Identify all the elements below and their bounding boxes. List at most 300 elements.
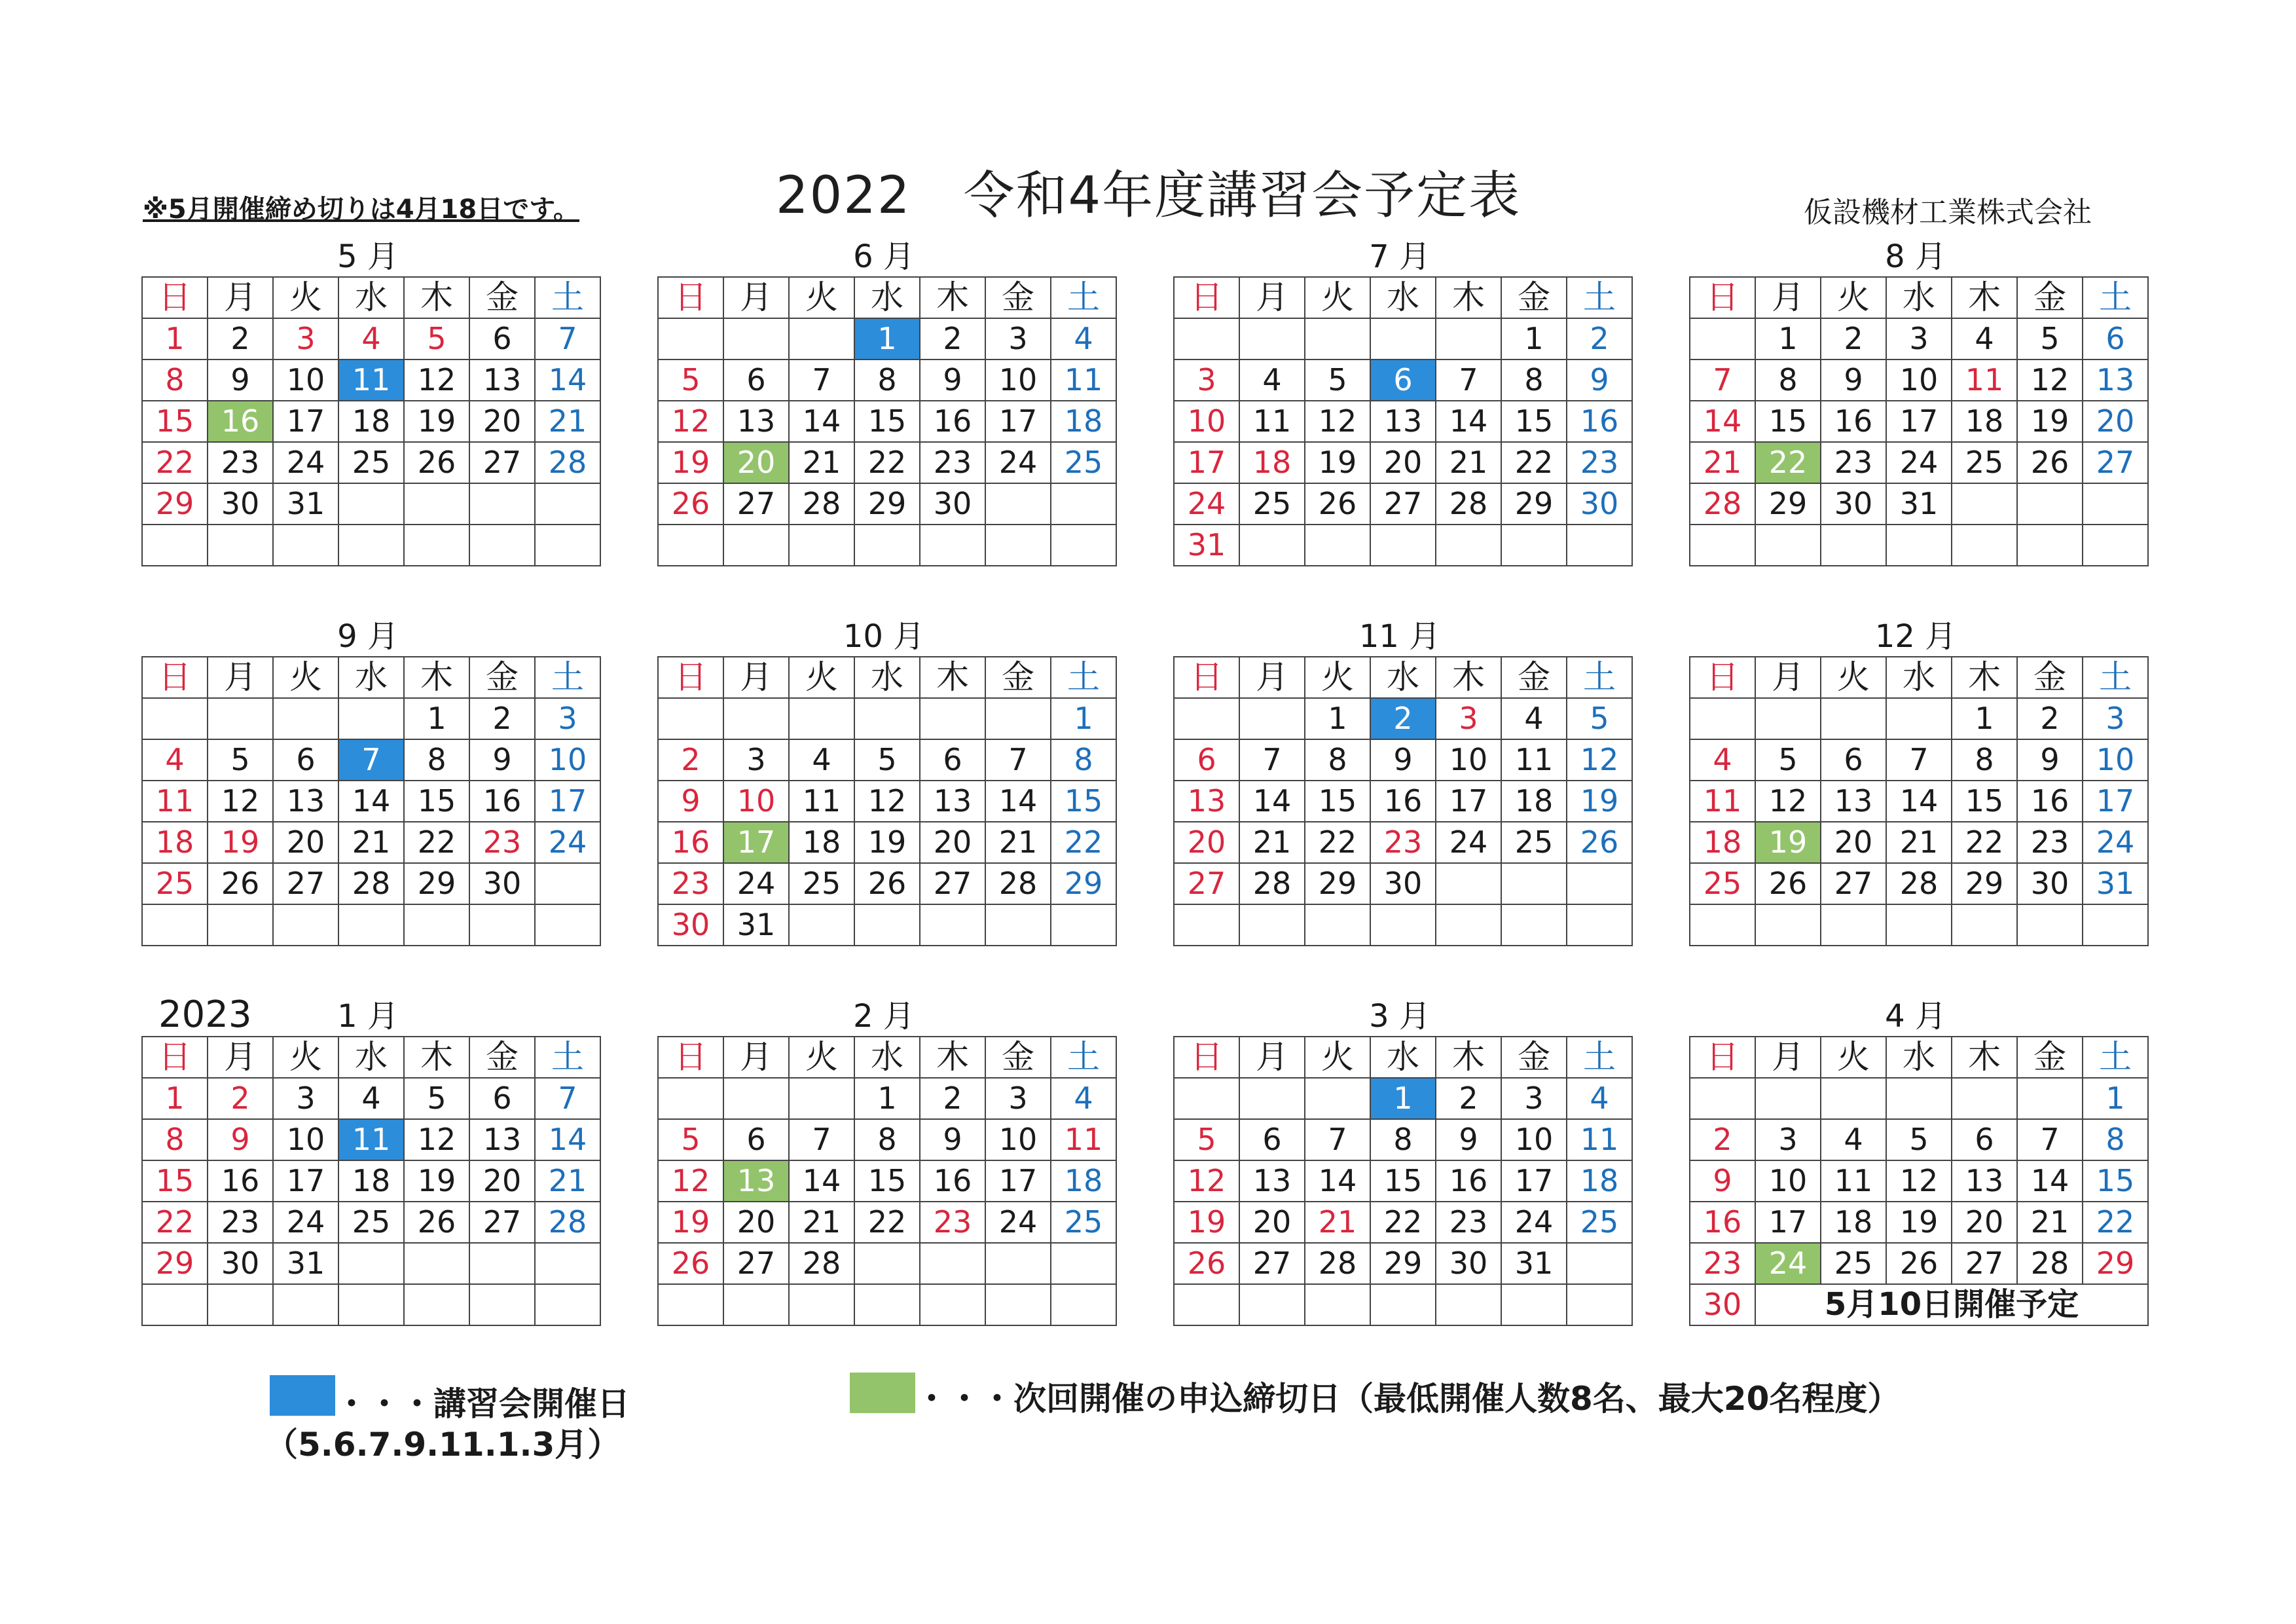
empty-cell <box>1886 698 1952 739</box>
session-day-cell: 11 <box>338 360 404 401</box>
day-cell: 20 <box>1174 822 1239 863</box>
week-row <box>1174 483 1632 525</box>
day-cell: 23 <box>658 863 723 904</box>
weekday-header: 水 <box>338 277 404 318</box>
day-cell: 18 <box>1051 401 1116 442</box>
weekday-header: 土 <box>2083 657 2148 698</box>
day-cell: 20 <box>1821 822 1886 863</box>
day-cell: 30 <box>1821 483 1886 525</box>
empty-cell <box>920 525 985 566</box>
day-cell: 18 <box>789 822 854 863</box>
day-cell: 23 <box>208 442 273 483</box>
empty-cell <box>658 1078 723 1119</box>
day-cell: 2 <box>469 698 535 739</box>
month-title: 12 月 <box>1874 618 1957 655</box>
deadline-legend-swatch <box>850 1373 915 1413</box>
day-cell: 2 <box>208 1078 273 1119</box>
week-row <box>142 1284 600 1325</box>
day-cell: 4 <box>1567 1078 1632 1119</box>
session-day-cell: 6 <box>1370 360 1436 401</box>
weekday-header: 月 <box>1755 1037 1821 1078</box>
weekday-header: 木 <box>1952 277 2017 318</box>
day-cell: 2 <box>920 318 985 360</box>
day-cell: 17 <box>1436 781 1501 822</box>
day-cell: 27 <box>920 863 985 904</box>
week-row <box>1690 1284 2148 1325</box>
day-cell: 23 <box>920 1202 985 1243</box>
day-cell: 13 <box>2083 360 2148 401</box>
day-cell: 17 <box>985 401 1051 442</box>
empty-cell <box>1436 1284 1501 1325</box>
empty-cell <box>1690 1078 1755 1119</box>
empty-cell <box>1886 1078 1952 1119</box>
day-cell: 18 <box>338 1160 404 1202</box>
day-cell: 22 <box>1305 822 1370 863</box>
day-cell: 27 <box>1821 863 1886 904</box>
empty-cell <box>208 1284 273 1325</box>
day-cell: 7 <box>2017 1119 2083 1160</box>
day-cell: 19 <box>854 822 920 863</box>
day-cell: 6 <box>1952 1119 2017 1160</box>
day-cell: 10 <box>985 1119 1051 1160</box>
empty-cell <box>1305 525 1370 566</box>
day-cell: 30 <box>1567 483 1632 525</box>
empty-cell <box>208 904 273 946</box>
weekday-header: 月 <box>723 1037 789 1078</box>
week-row <box>1690 442 2148 483</box>
week-row <box>658 401 1116 442</box>
day-cell: 1 <box>854 1078 920 1119</box>
week-row <box>142 1119 600 1160</box>
empty-cell <box>789 1078 854 1119</box>
day-cell: 20 <box>1952 1202 2017 1243</box>
weekday-header: 火 <box>1305 1037 1370 1078</box>
day-cell: 31 <box>723 904 789 946</box>
day-cell: 2 <box>208 318 273 360</box>
weekday-header: 水 <box>1886 1037 1952 1078</box>
week-row <box>658 863 1116 904</box>
week-row <box>1174 525 1632 566</box>
empty-cell <box>1436 904 1501 946</box>
day-cell: 1 <box>1051 698 1116 739</box>
empty-cell <box>920 1284 985 1325</box>
empty-cell <box>1436 863 1501 904</box>
empty-cell <box>1886 904 1952 946</box>
day-cell: 31 <box>1174 525 1239 566</box>
day-cell: 6 <box>1239 1119 1305 1160</box>
empty-cell <box>1690 904 1755 946</box>
day-cell: 25 <box>1501 822 1567 863</box>
month-title: 8 月 <box>1885 238 1946 275</box>
day-cell: 11 <box>1952 360 2017 401</box>
week-row <box>142 1243 600 1284</box>
day-cell: 16 <box>658 822 723 863</box>
empty-cell <box>2017 483 2083 525</box>
day-cell: 31 <box>1886 483 1952 525</box>
day-cell: 14 <box>789 401 854 442</box>
empty-cell <box>1305 1078 1370 1119</box>
day-cell: 17 <box>1174 442 1239 483</box>
month-title: 11 月 <box>1358 618 1441 655</box>
weekday-header-row <box>1174 657 1632 698</box>
day-cell: 5 <box>404 318 469 360</box>
empty-cell <box>789 904 854 946</box>
day-cell: 26 <box>2017 442 2083 483</box>
empty-cell <box>142 525 208 566</box>
weekday-header-row <box>1690 277 2148 318</box>
calendar-table <box>1173 1036 1633 1326</box>
day-cell: 15 <box>1755 401 1821 442</box>
day-cell: 16 <box>208 1160 273 1202</box>
day-cell: 19 <box>404 401 469 442</box>
weekday-header: 土 <box>1567 1037 1632 1078</box>
empty-cell <box>338 525 404 566</box>
weekday-header: 水 <box>1886 657 1952 698</box>
day-cell: 10 <box>723 781 789 822</box>
day-cell: 17 <box>273 1160 338 1202</box>
day-cell: 9 <box>208 1119 273 1160</box>
empty-cell <box>1370 318 1436 360</box>
empty-cell <box>1436 525 1501 566</box>
day-cell: 30 <box>1690 1284 1755 1325</box>
day-cell: 13 <box>1370 401 1436 442</box>
empty-cell <box>658 698 723 739</box>
day-cell: 8 <box>1755 360 1821 401</box>
week-row <box>142 360 600 401</box>
calendar-table <box>141 656 601 946</box>
day-cell: 29 <box>142 483 208 525</box>
day-cell: 10 <box>1501 1119 1567 1160</box>
weekday-header: 水 <box>1370 277 1436 318</box>
empty-cell <box>854 1243 920 1284</box>
month-title: 3 月 <box>1369 998 1430 1035</box>
day-cell: 11 <box>142 781 208 822</box>
month-title: 9 月 <box>337 618 399 655</box>
week-row <box>1174 739 1632 781</box>
weekday-header-row <box>142 1037 600 1078</box>
day-cell: 31 <box>2083 863 2148 904</box>
empty-cell <box>1952 904 2017 946</box>
day-cell: 26 <box>404 442 469 483</box>
empty-cell <box>1239 904 1305 946</box>
day-cell: 22 <box>142 1202 208 1243</box>
day-cell: 28 <box>789 1243 854 1284</box>
week-row <box>658 822 1116 863</box>
week-row <box>658 1243 1116 1284</box>
day-cell: 6 <box>2083 318 2148 360</box>
empty-cell <box>854 904 920 946</box>
day-cell: 11 <box>789 781 854 822</box>
weekday-header: 木 <box>404 1037 469 1078</box>
empty-cell <box>338 698 404 739</box>
day-cell: 30 <box>469 863 535 904</box>
empty-cell <box>273 1284 338 1325</box>
empty-cell <box>1174 1078 1239 1119</box>
day-cell: 30 <box>2017 863 2083 904</box>
day-cell: 14 <box>535 1119 600 1160</box>
calendar-table <box>657 656 1117 946</box>
empty-cell <box>1174 698 1239 739</box>
empty-cell <box>1501 904 1567 946</box>
week-row <box>658 360 1116 401</box>
weekday-header: 金 <box>1501 657 1567 698</box>
calendar-table <box>1689 656 2149 946</box>
week-row <box>1690 822 2148 863</box>
company-name: 仮設機材工業株式会社 <box>1804 196 2092 229</box>
empty-cell <box>1755 1078 1821 1119</box>
empty-cell <box>789 525 854 566</box>
day-cell: 18 <box>1239 442 1305 483</box>
empty-cell <box>920 904 985 946</box>
day-cell: 6 <box>469 1078 535 1119</box>
day-cell: 29 <box>1370 1243 1436 1284</box>
day-cell: 17 <box>273 401 338 442</box>
day-cell: 13 <box>723 401 789 442</box>
week-row <box>1174 401 1632 442</box>
empty-cell <box>1755 904 1821 946</box>
weekday-header: 火 <box>1821 277 1886 318</box>
day-cell: 6 <box>1174 739 1239 781</box>
day-cell: 16 <box>1690 1202 1755 1243</box>
day-cell: 14 <box>1886 781 1952 822</box>
empty-cell <box>723 698 789 739</box>
day-cell: 24 <box>985 442 1051 483</box>
day-cell: 29 <box>404 863 469 904</box>
week-row <box>1690 401 2148 442</box>
day-cell: 19 <box>2017 401 2083 442</box>
empty-cell <box>1690 525 1755 566</box>
day-cell: 14 <box>1436 401 1501 442</box>
month-title: 5 月 <box>337 238 399 275</box>
empty-cell <box>273 698 338 739</box>
weekday-header-row <box>142 657 600 698</box>
day-cell: 27 <box>273 863 338 904</box>
day-cell: 26 <box>1305 483 1370 525</box>
weekday-header: 金 <box>1501 277 1567 318</box>
weekday-header: 水 <box>1886 277 1952 318</box>
day-cell: 3 <box>1501 1078 1567 1119</box>
weekday-header: 土 <box>2083 277 2148 318</box>
empty-cell <box>535 483 600 525</box>
weekday-header: 木 <box>1952 657 2017 698</box>
weekday-header-row <box>1174 1037 1632 1078</box>
month-title: 10 月 <box>843 618 925 655</box>
weekday-header: 木 <box>920 277 985 318</box>
weekday-header-row <box>658 1037 1116 1078</box>
day-cell: 5 <box>854 739 920 781</box>
day-cell: 2 <box>2017 698 2083 739</box>
month-title: 7 月 <box>1369 238 1430 275</box>
weekday-header: 木 <box>1436 657 1501 698</box>
deadline-day-cell: 17 <box>723 822 789 863</box>
empty-cell <box>1755 525 1821 566</box>
weekday-header: 日 <box>1174 1037 1239 1078</box>
day-cell: 9 <box>1567 360 1632 401</box>
day-cell: 6 <box>1821 739 1886 781</box>
weekday-header: 火 <box>1821 657 1886 698</box>
day-cell: 4 <box>789 739 854 781</box>
weekday-header: 月 <box>1755 277 1821 318</box>
empty-cell <box>1567 1284 1632 1325</box>
day-cell: 8 <box>142 1119 208 1160</box>
empty-cell <box>723 1284 789 1325</box>
day-cell: 15 <box>1952 781 2017 822</box>
empty-cell <box>535 904 600 946</box>
day-cell: 21 <box>1305 1202 1370 1243</box>
day-cell: 22 <box>854 1202 920 1243</box>
day-cell: 8 <box>404 739 469 781</box>
week-row <box>658 1160 1116 1202</box>
empty-cell <box>273 904 338 946</box>
weekday-header: 火 <box>789 277 854 318</box>
empty-cell <box>985 483 1051 525</box>
empty-cell <box>338 904 404 946</box>
empty-cell <box>985 904 1051 946</box>
weekday-header: 土 <box>535 657 600 698</box>
weekday-header: 土 <box>535 277 600 318</box>
day-cell: 7 <box>789 360 854 401</box>
day-cell: 2 <box>1690 1119 1755 1160</box>
week-row <box>1174 781 1632 822</box>
day-cell: 25 <box>142 863 208 904</box>
week-row <box>142 483 600 525</box>
weekday-header: 水 <box>854 1037 920 1078</box>
day-cell: 28 <box>1886 863 1952 904</box>
day-cell: 29 <box>854 483 920 525</box>
day-cell: 31 <box>1501 1243 1567 1284</box>
day-cell: 14 <box>1239 781 1305 822</box>
day-cell: 3 <box>1436 698 1501 739</box>
week-row <box>1690 525 2148 566</box>
day-cell: 5 <box>658 1119 723 1160</box>
weekday-header: 火 <box>273 657 338 698</box>
empty-cell <box>1370 525 1436 566</box>
day-cell: 8 <box>1051 739 1116 781</box>
day-cell: 27 <box>469 442 535 483</box>
day-cell: 1 <box>2083 1078 2148 1119</box>
day-cell: 17 <box>535 781 600 822</box>
day-cell: 25 <box>338 442 404 483</box>
day-cell: 24 <box>723 863 789 904</box>
weekday-header: 月 <box>208 657 273 698</box>
day-cell: 15 <box>854 401 920 442</box>
empty-cell <box>789 698 854 739</box>
empty-cell <box>142 698 208 739</box>
empty-cell <box>1370 904 1436 946</box>
empty-cell <box>723 1078 789 1119</box>
week-row <box>1690 739 2148 781</box>
empty-cell <box>404 1284 469 1325</box>
day-cell: 4 <box>1690 739 1755 781</box>
day-cell: 23 <box>1821 442 1886 483</box>
day-cell: 25 <box>1821 1243 1886 1284</box>
day-cell: 14 <box>338 781 404 822</box>
empty-cell <box>920 1243 985 1284</box>
weekday-header: 火 <box>1821 1037 1886 1078</box>
day-cell: 5 <box>2017 318 2083 360</box>
session-day-cell: 1 <box>854 318 920 360</box>
day-cell: 4 <box>1821 1119 1886 1160</box>
session-legend-swatch <box>270 1375 335 1416</box>
week-row <box>142 698 600 739</box>
day-cell: 7 <box>535 318 600 360</box>
day-cell: 16 <box>920 401 985 442</box>
day-cell: 8 <box>1952 739 2017 781</box>
day-cell: 6 <box>723 1119 789 1160</box>
day-cell: 10 <box>1436 739 1501 781</box>
day-cell: 3 <box>273 318 338 360</box>
day-cell: 10 <box>2083 739 2148 781</box>
weekday-header: 日 <box>1690 1037 1755 1078</box>
month-title: 2 月 <box>853 998 915 1035</box>
weekday-header: 月 <box>723 657 789 698</box>
week-row <box>1174 1243 1632 1284</box>
day-cell: 21 <box>985 822 1051 863</box>
week-row <box>142 904 600 946</box>
day-cell: 9 <box>1690 1160 1755 1202</box>
day-cell: 25 <box>1239 483 1305 525</box>
day-cell: 23 <box>1370 822 1436 863</box>
day-cell: 30 <box>658 904 723 946</box>
weekday-header-row <box>658 277 1116 318</box>
day-cell: 29 <box>1305 863 1370 904</box>
day-cell: 3 <box>2083 698 2148 739</box>
day-cell: 26 <box>404 1202 469 1243</box>
weekday-header-row <box>658 657 1116 698</box>
week-row <box>658 1119 1116 1160</box>
empty-cell <box>1239 525 1305 566</box>
day-cell: 24 <box>273 1202 338 1243</box>
day-cell: 7 <box>789 1119 854 1160</box>
empty-cell <box>535 1284 600 1325</box>
day-cell: 20 <box>1370 442 1436 483</box>
day-cell: 4 <box>1051 318 1116 360</box>
day-cell: 10 <box>1755 1160 1821 1202</box>
week-row <box>1690 1202 2148 1243</box>
weekday-header: 火 <box>1305 657 1370 698</box>
empty-cell <box>1239 698 1305 739</box>
empty-cell <box>985 525 1051 566</box>
day-cell: 21 <box>1886 822 1952 863</box>
empty-cell <box>2017 904 2083 946</box>
weekday-header: 水 <box>338 657 404 698</box>
day-cell: 9 <box>920 1119 985 1160</box>
day-cell: 27 <box>1370 483 1436 525</box>
day-cell: 18 <box>1051 1160 1116 1202</box>
week-row <box>142 1202 600 1243</box>
day-cell: 25 <box>1690 863 1755 904</box>
weekday-header: 木 <box>920 1037 985 1078</box>
day-cell: 30 <box>208 483 273 525</box>
day-cell: 26 <box>1567 822 1632 863</box>
weekday-header: 日 <box>1690 657 1755 698</box>
day-cell: 7 <box>1690 360 1755 401</box>
week-row <box>1690 698 2148 739</box>
week-row <box>1174 318 1632 360</box>
day-cell: 22 <box>1952 822 2017 863</box>
day-cell: 19 <box>658 1202 723 1243</box>
day-cell: 28 <box>535 442 600 483</box>
day-cell: 26 <box>208 863 273 904</box>
deadline-legend-label: ・・・次回開催の申込締切日（最低開催人数8名、最大20名程度） <box>915 1380 1901 1418</box>
day-cell: 25 <box>1051 1202 1116 1243</box>
weekday-header: 火 <box>789 1037 854 1078</box>
day-cell: 22 <box>2083 1202 2148 1243</box>
day-cell: 24 <box>1501 1202 1567 1243</box>
day-cell: 24 <box>1886 442 1952 483</box>
empty-cell <box>208 698 273 739</box>
day-cell: 31 <box>273 483 338 525</box>
